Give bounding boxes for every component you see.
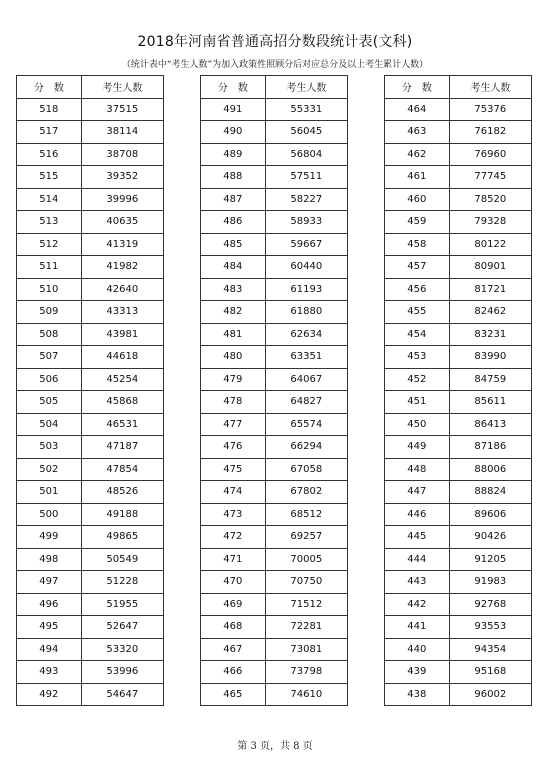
count-cell: 61193 (265, 278, 347, 301)
count-cell: 68512 (265, 503, 347, 526)
count-cell: 91205 (449, 548, 531, 571)
table-row (17, 98, 164, 121)
table-row (201, 143, 348, 166)
count-cell: 66294 (265, 436, 347, 459)
score-cell: 455 (385, 301, 450, 324)
count-cell: 64827 (265, 391, 347, 414)
count-cell: 71512 (265, 593, 347, 616)
table-row (17, 391, 164, 414)
table-row (201, 188, 348, 211)
score-cell: 509 (17, 301, 82, 324)
table-row (201, 548, 348, 571)
score-cell: 445 (385, 526, 450, 549)
score-cell: 508 (17, 323, 82, 346)
count-cell: 89606 (449, 503, 531, 526)
table-row (17, 278, 164, 301)
table-row (385, 188, 532, 211)
score-cell: 495 (17, 616, 82, 639)
table-row (17, 661, 164, 684)
count-cell: 53320 (81, 638, 163, 661)
score-cell: 513 (17, 211, 82, 234)
score-cell: 502 (17, 458, 82, 481)
score-cell: 504 (17, 413, 82, 436)
table-row (385, 233, 532, 256)
score-cell: 493 (17, 661, 82, 684)
score-cell: 501 (17, 481, 82, 504)
score-cell: 452 (385, 368, 450, 391)
score-cell: 517 (17, 121, 82, 144)
score-cell: 484 (201, 256, 266, 279)
table-row (17, 323, 164, 346)
count-cell: 90426 (449, 526, 531, 549)
count-cell: 52647 (81, 616, 163, 639)
table-row (201, 256, 348, 279)
score-cell: 457 (385, 256, 450, 279)
table-row (201, 98, 348, 121)
score-cell: 496 (17, 593, 82, 616)
score-cell: 481 (201, 323, 266, 346)
count-column-header: 考生人数 (265, 76, 347, 99)
count-cell: 67802 (265, 481, 347, 504)
table-row (385, 481, 532, 504)
score-cell: 459 (385, 211, 450, 234)
score-cell: 494 (17, 638, 82, 661)
score-cell: 488 (201, 166, 266, 189)
table-row (385, 368, 532, 391)
count-cell: 67058 (265, 458, 347, 481)
count-cell: 40635 (81, 211, 163, 234)
score-table-1 (16, 75, 164, 706)
score-cell: 444 (385, 548, 450, 571)
count-cell: 95168 (449, 661, 531, 684)
table-row (385, 391, 532, 414)
score-cell: 438 (385, 683, 450, 706)
table-row (201, 458, 348, 481)
table-row (385, 683, 532, 706)
score-cell: 454 (385, 323, 450, 346)
table-row (201, 166, 348, 189)
score-cell: 503 (17, 436, 82, 459)
count-cell: 41982 (81, 256, 163, 279)
score-cell: 450 (385, 413, 450, 436)
table-row (201, 346, 348, 369)
score-cell: 515 (17, 166, 82, 189)
table-row (17, 346, 164, 369)
score-table-2 (200, 75, 348, 706)
table-row (17, 683, 164, 706)
table-row (385, 211, 532, 234)
score-column-header: 分 数 (17, 76, 82, 99)
score-column-header: 分 数 (201, 76, 266, 99)
count-cell: 93553 (449, 616, 531, 639)
score-cell: 506 (17, 368, 82, 391)
table-row (385, 436, 532, 459)
table-row (17, 256, 164, 279)
count-cell: 79328 (449, 211, 531, 234)
table-row (385, 638, 532, 661)
table-row (17, 481, 164, 504)
score-cell: 486 (201, 211, 266, 234)
score-cell: 480 (201, 346, 266, 369)
count-cell: 47854 (81, 458, 163, 481)
table-row (385, 548, 532, 571)
count-cell: 50549 (81, 548, 163, 571)
count-cell: 58227 (265, 188, 347, 211)
score-cell: 458 (385, 233, 450, 256)
count-cell: 53996 (81, 661, 163, 684)
table-row (385, 256, 532, 279)
score-cell: 462 (385, 143, 450, 166)
table-row (201, 436, 348, 459)
count-cell: 83990 (449, 346, 531, 369)
count-cell: 49865 (81, 526, 163, 549)
table-row (17, 121, 164, 144)
count-cell: 75376 (449, 98, 531, 121)
count-cell: 63351 (265, 346, 347, 369)
count-cell: 88006 (449, 458, 531, 481)
score-cell: 439 (385, 661, 450, 684)
table-row (201, 503, 348, 526)
score-cell: 473 (201, 503, 266, 526)
score-cell: 469 (201, 593, 266, 616)
count-cell: 38114 (81, 121, 163, 144)
count-cell: 73798 (265, 661, 347, 684)
count-cell: 70750 (265, 571, 347, 594)
score-cell: 466 (201, 661, 266, 684)
count-cell: 96002 (449, 683, 531, 706)
score-cell: 490 (201, 121, 266, 144)
table-row (201, 593, 348, 616)
score-cell: 492 (17, 683, 82, 706)
score-cell: 474 (201, 481, 266, 504)
score-cell: 441 (385, 616, 450, 639)
table-row (385, 526, 532, 549)
table-row (201, 571, 348, 594)
score-cell: 456 (385, 278, 450, 301)
score-cell: 483 (201, 278, 266, 301)
count-cell: 55331 (265, 98, 347, 121)
table-row (17, 526, 164, 549)
score-cell: 485 (201, 233, 266, 256)
table-row (201, 616, 348, 639)
count-cell: 77745 (449, 166, 531, 189)
score-cell: 472 (201, 526, 266, 549)
count-cell: 57511 (265, 166, 347, 189)
score-cell: 451 (385, 391, 450, 414)
count-cell: 70005 (265, 548, 347, 571)
score-cell: 505 (17, 391, 82, 414)
score-cell: 507 (17, 346, 82, 369)
page-number-footer: 第 3 页，共 8 页 (237, 741, 313, 752)
table-row (385, 346, 532, 369)
score-cell: 491 (201, 98, 266, 121)
score-cell: 471 (201, 548, 266, 571)
score-cell: 464 (385, 98, 450, 121)
table-row (385, 616, 532, 639)
count-cell: 42640 (81, 278, 163, 301)
table-row (17, 638, 164, 661)
count-cell: 61880 (265, 301, 347, 324)
table-row (385, 571, 532, 594)
table-row (201, 638, 348, 661)
count-cell: 72281 (265, 616, 347, 639)
score-cell: 475 (201, 458, 266, 481)
score-cell: 516 (17, 143, 82, 166)
count-cell: 76960 (449, 143, 531, 166)
score-cell: 514 (17, 188, 82, 211)
table-row (17, 143, 164, 166)
count-cell: 91983 (449, 571, 531, 594)
page-subtitle: （统计表中“考生人数”为加入政策性照顾分后对应总分及以上考生累计人数） (121, 60, 429, 70)
count-cell: 92768 (449, 593, 531, 616)
table-row (17, 593, 164, 616)
score-cell: 500 (17, 503, 82, 526)
table-header-row (17, 76, 164, 99)
count-cell: 39996 (81, 188, 163, 211)
count-cell: 59667 (265, 233, 347, 256)
table-row (201, 481, 348, 504)
count-cell: 37515 (81, 98, 163, 121)
score-cell: 477 (201, 413, 266, 436)
count-cell: 56804 (265, 143, 347, 166)
count-cell: 60440 (265, 256, 347, 279)
table-row (201, 683, 348, 706)
table-row (17, 503, 164, 526)
table-row (385, 503, 532, 526)
score-cell: 465 (201, 683, 266, 706)
count-cell: 81721 (449, 278, 531, 301)
count-cell: 64067 (265, 368, 347, 391)
table-row (17, 368, 164, 391)
count-cell: 94354 (449, 638, 531, 661)
count-cell: 41319 (81, 233, 163, 256)
score-cell: 478 (201, 391, 266, 414)
score-cell: 510 (17, 278, 82, 301)
score-cell: 447 (385, 481, 450, 504)
score-cell: 442 (385, 593, 450, 616)
table-row (385, 661, 532, 684)
table-row (385, 143, 532, 166)
score-cell: 489 (201, 143, 266, 166)
table-row (201, 121, 348, 144)
count-cell: 39352 (81, 166, 163, 189)
count-cell: 80122 (449, 233, 531, 256)
count-cell: 86413 (449, 413, 531, 436)
score-cell: 470 (201, 571, 266, 594)
score-cell: 463 (385, 121, 450, 144)
score-cell: 518 (17, 98, 82, 121)
table-row (201, 661, 348, 684)
table-row (385, 301, 532, 324)
score-cell: 499 (17, 526, 82, 549)
count-cell: 80901 (449, 256, 531, 279)
table-row (17, 548, 164, 571)
score-cell: 446 (385, 503, 450, 526)
count-cell: 43313 (81, 301, 163, 324)
count-cell: 48526 (81, 481, 163, 504)
score-cell: 479 (201, 368, 266, 391)
table-row (201, 391, 348, 414)
count-cell: 87186 (449, 436, 531, 459)
table-row (201, 526, 348, 549)
score-cell: 487 (201, 188, 266, 211)
score-cell: 467 (201, 638, 266, 661)
count-cell: 44618 (81, 346, 163, 369)
count-cell: 51228 (81, 571, 163, 594)
count-column-header: 考生人数 (81, 76, 163, 99)
count-cell: 88824 (449, 481, 531, 504)
count-cell: 85611 (449, 391, 531, 414)
table-row (17, 436, 164, 459)
count-cell: 62634 (265, 323, 347, 346)
score-cell: 511 (17, 256, 82, 279)
count-cell: 74610 (265, 683, 347, 706)
page-title: 2018年河南省普通高招分数段统计表(文科) (137, 34, 413, 50)
score-cell: 476 (201, 436, 266, 459)
count-cell: 54647 (81, 683, 163, 706)
table-row (201, 301, 348, 324)
score-cell: 448 (385, 458, 450, 481)
count-cell: 56045 (265, 121, 347, 144)
count-cell: 84759 (449, 368, 531, 391)
table-row (17, 571, 164, 594)
score-cell: 497 (17, 571, 82, 594)
table-row (385, 413, 532, 436)
score-cell: 468 (201, 616, 266, 639)
count-cell: 38708 (81, 143, 163, 166)
count-cell: 78520 (449, 188, 531, 211)
table-row (201, 278, 348, 301)
table-row (17, 458, 164, 481)
table-row (17, 301, 164, 324)
table-row (201, 233, 348, 256)
table-row (201, 413, 348, 436)
score-cell: 453 (385, 346, 450, 369)
score-cell: 460 (385, 188, 450, 211)
count-cell: 49188 (81, 503, 163, 526)
table-row (17, 188, 164, 211)
table-row (201, 368, 348, 391)
count-cell: 83231 (449, 323, 531, 346)
table-row (17, 166, 164, 189)
table-row (17, 233, 164, 256)
score-cell: 440 (385, 638, 450, 661)
table-row (385, 121, 532, 144)
table-row (201, 323, 348, 346)
count-cell: 82462 (449, 301, 531, 324)
count-cell: 43981 (81, 323, 163, 346)
table-header-row (385, 76, 532, 99)
count-cell: 47187 (81, 436, 163, 459)
count-cell: 51955 (81, 593, 163, 616)
count-cell: 46531 (81, 413, 163, 436)
count-cell: 69257 (265, 526, 347, 549)
score-cell: 482 (201, 301, 266, 324)
table-row (17, 211, 164, 234)
count-cell: 65574 (265, 413, 347, 436)
score-cell: 461 (385, 166, 450, 189)
count-cell: 45254 (81, 368, 163, 391)
table-row (17, 413, 164, 436)
table-row (385, 323, 532, 346)
table-row (17, 616, 164, 639)
score-table-3 (384, 75, 532, 706)
table-row (385, 458, 532, 481)
table-row (385, 166, 532, 189)
count-cell: 45868 (81, 391, 163, 414)
table-row (385, 593, 532, 616)
score-cell: 443 (385, 571, 450, 594)
score-column-header: 分 数 (385, 76, 450, 99)
count-cell: 73081 (265, 638, 347, 661)
table-header-row (201, 76, 348, 99)
table-row (385, 278, 532, 301)
score-cell: 449 (385, 436, 450, 459)
count-cell: 58933 (265, 211, 347, 234)
score-cell: 512 (17, 233, 82, 256)
count-cell: 76182 (449, 121, 531, 144)
score-cell: 498 (17, 548, 82, 571)
table-row (201, 211, 348, 234)
table-row (385, 98, 532, 121)
count-column-header: 考生人数 (449, 76, 531, 99)
